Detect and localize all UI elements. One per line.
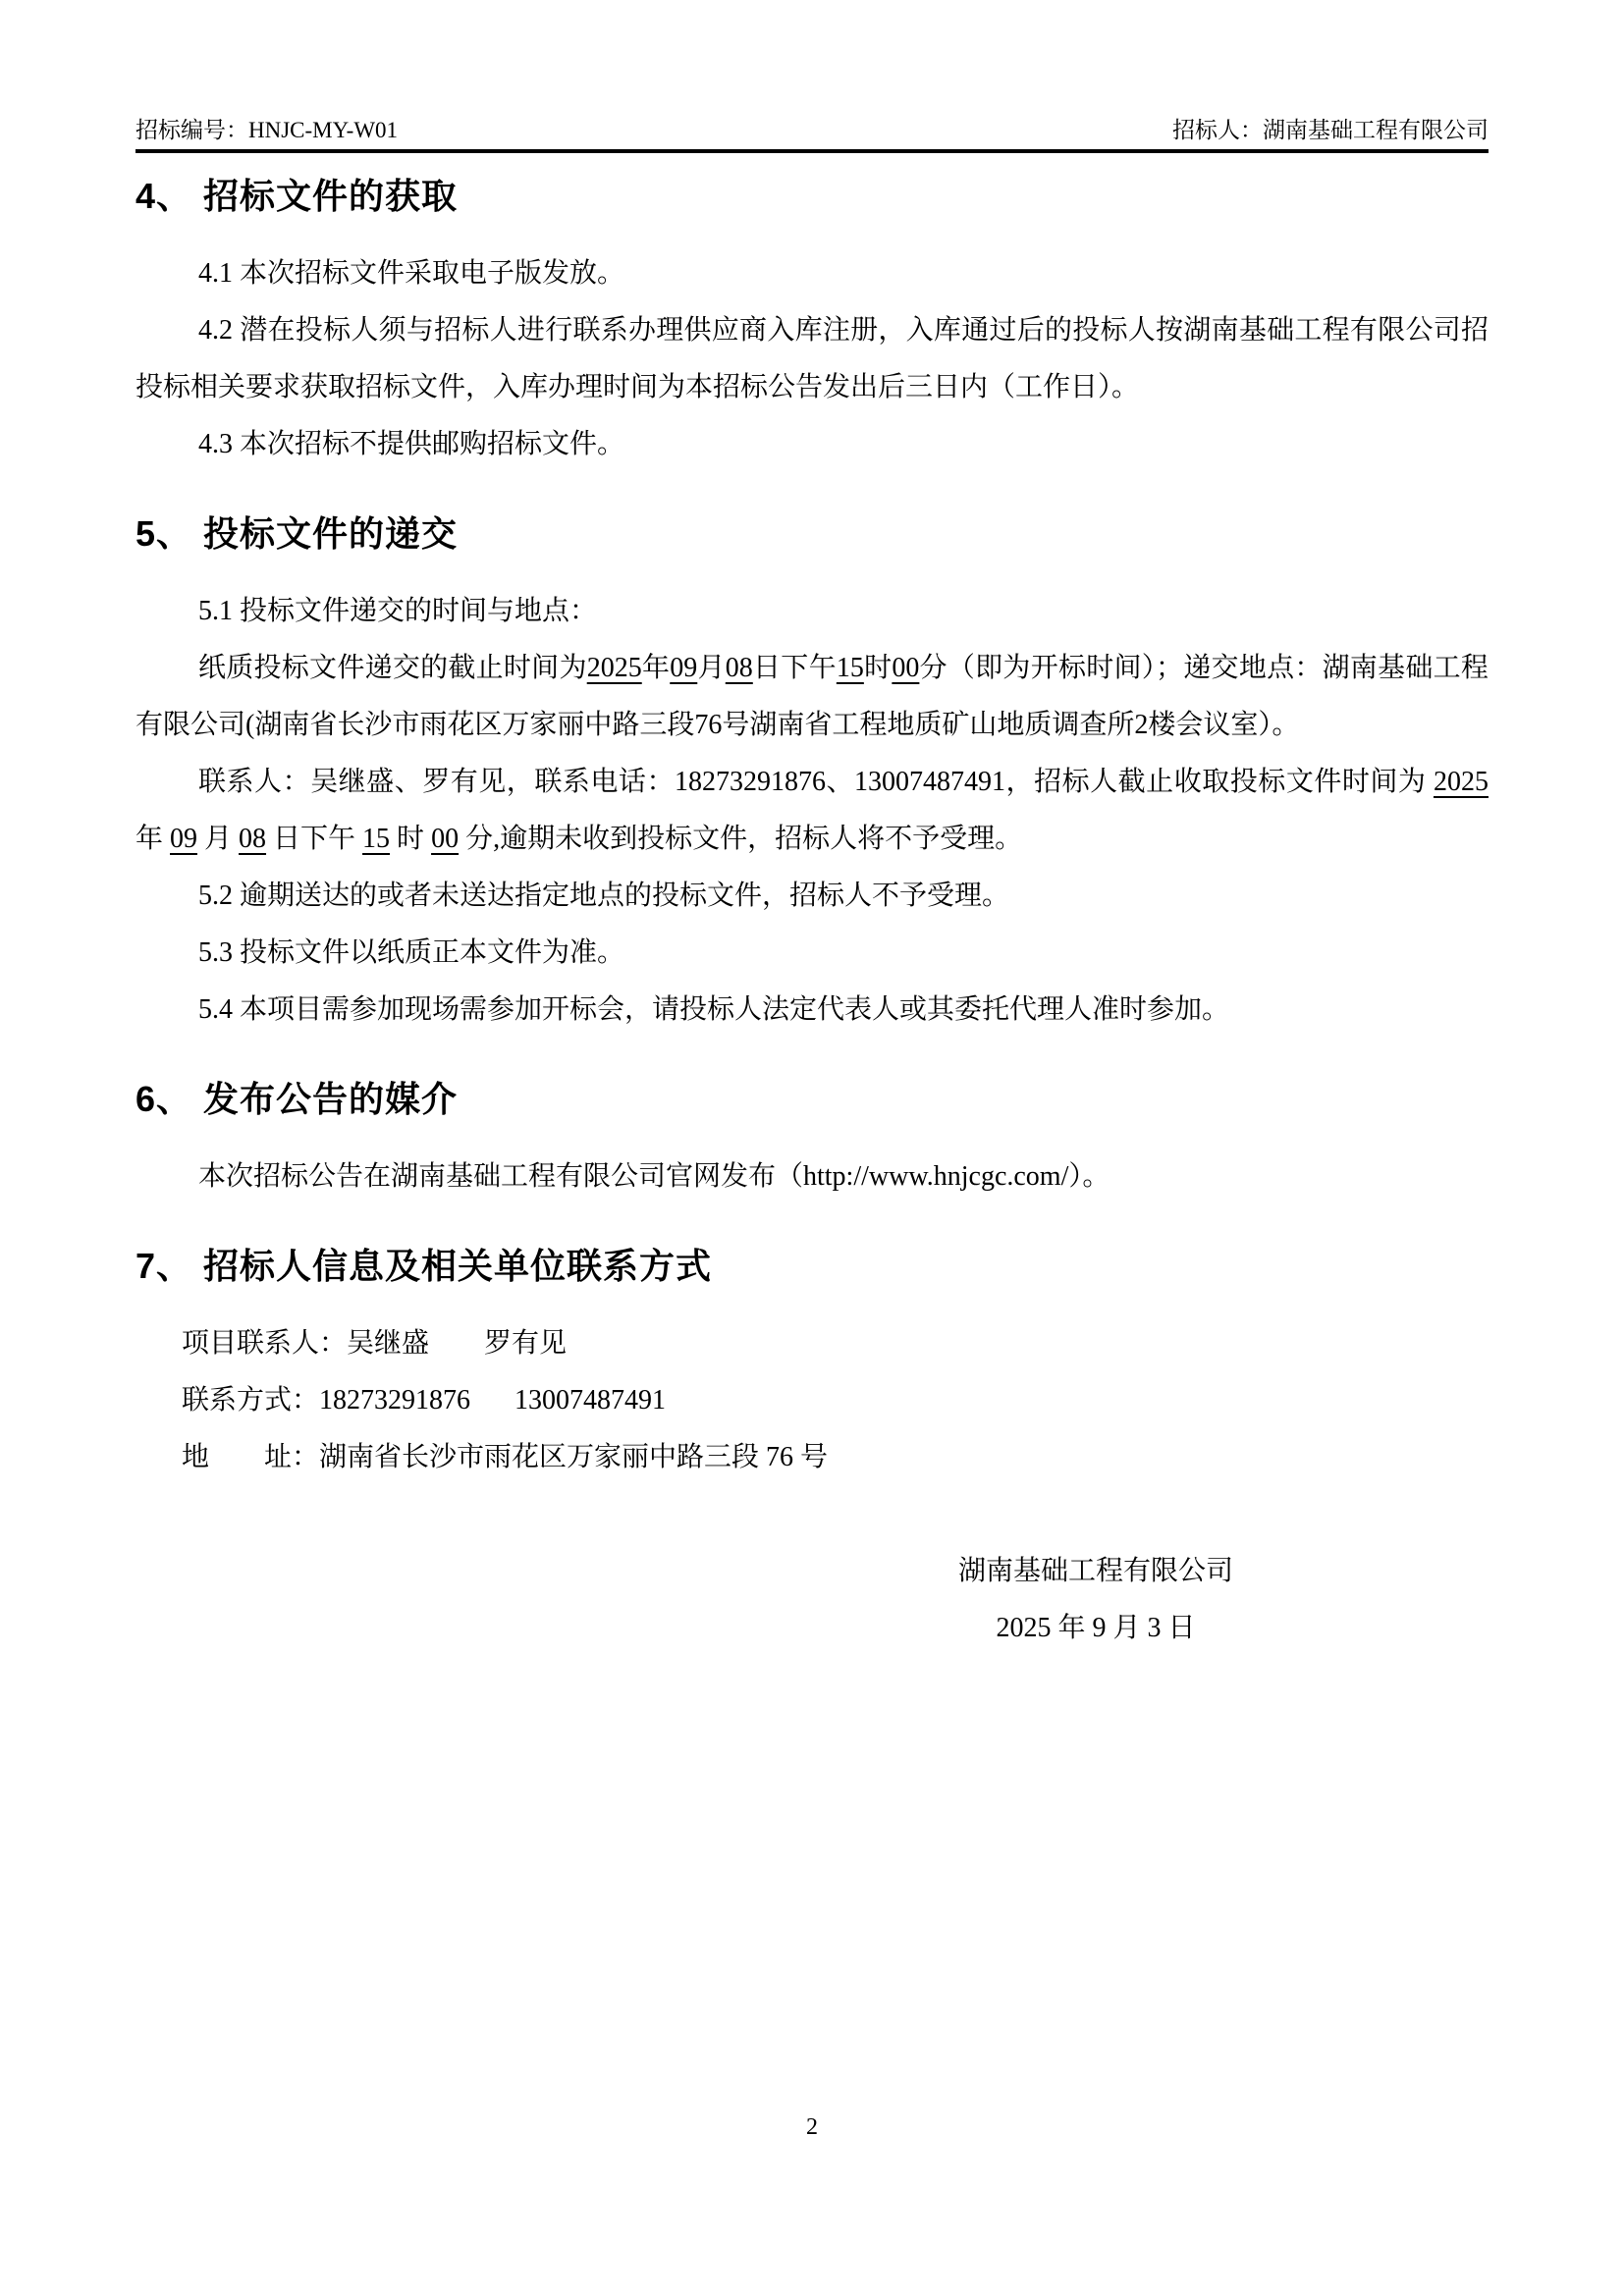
page-number: 2: [806, 2114, 818, 2140]
section-5-paragraph-1: 5.1 投标文件递交的时间与地点：: [198, 596, 598, 626]
address-label-part-2: 址：: [264, 1442, 320, 1472]
contact-text-prefix: 联系人：吴继盛、罗有见，联系电话：18273291876、13007487491，招标人截止收取投标文件时间为: [198, 767, 1434, 797]
section-6-heading: 6、 发布公告的媒介: [135, 1079, 459, 1119]
signature-company: 湖南基础工程有限公司: [957, 1556, 1233, 1586]
deadline-text-suffix: 分（即为开标时间）；递交地点：湖南基础工程有限公司(湖南省长沙市雨花区万家丽中路三段76号湖南省工程地质矿山地质调查所2楼会议室）。: [135, 653, 1489, 740]
phone-label: 联系方式：: [182, 1385, 320, 1415]
deadline-hour: 15: [836, 653, 864, 683]
section-6: [135, 1078, 1489, 1205]
deadline-month-unit: 月: [697, 653, 726, 683]
deadline-month: 09: [670, 653, 698, 683]
deadline-minute: 00: [892, 653, 920, 683]
section-5-paragraph-2: 5.2 逾期送达的或者未送达指定地点的投标文件，招标人不予受理。: [198, 881, 1010, 911]
signature-block: [939, 1543, 1253, 1657]
deadline-text-prefix: 纸质投标文件递交的截止时间为: [198, 653, 587, 683]
contact-hour-unit: 时: [390, 824, 432, 854]
phone-numbers-line: [135, 1372, 1489, 1429]
section-7: [135, 1245, 1489, 1486]
project-contact-1: 吴继盛: [347, 1328, 430, 1359]
contact-deadline-minute: 00: [431, 824, 460, 854]
deadline-hour-unit: 时: [863, 653, 893, 683]
tender-number: 招标编号：HNJC-MY-W01: [135, 118, 399, 142]
deadline-paragraph: [135, 640, 1489, 754]
section-6-paragraph-1: 本次招标公告在湖南基础工程有限公司官网发布（http://www.hnjcgc.com/）。: [198, 1161, 1110, 1192]
section-5-heading: 5、 投标文件的递交: [135, 513, 459, 554]
address-value: 湖南省长沙市雨花区万家丽中路三段 76 号: [319, 1442, 829, 1472]
deadline-year: 2025: [586, 653, 642, 683]
deadline-year-unit: 年: [641, 653, 671, 683]
contact-deadline-paragraph: [135, 754, 1489, 868]
phone-number-1: 18273291876: [319, 1385, 471, 1415]
page-header: [135, 0, 1489, 153]
address-label-part-1: 地: [182, 1442, 210, 1472]
section-4-paragraph-3: 4.3 本次招标不提供邮购招标文件。: [198, 429, 625, 459]
section-4-heading: 4、 招标文件的获取: [135, 176, 459, 216]
section-7-heading: 7、 招标人信息及相关单位联系方式: [135, 1246, 713, 1286]
contact-deadline-day: 08: [239, 824, 267, 854]
section-5-paragraph-3: 5.3 投标文件以纸质正本文件为准。: [198, 937, 625, 968]
section-4-paragraph-2: 4.2 潜在投标人须与招标人进行联系办理供应商入库注册，入库通过后的投标人按湖南基础工程有限公司招投标相关要求获取招标文件，入库办理时间为本招标公告发出后三日内（工作日）。: [135, 315, 1489, 402]
phone-number-2: 13007487491: [514, 1385, 667, 1415]
section-5-paragraph-4: 5.4 本项目需参加现场需参加开标会，请投标人法定代表人或其委托代理人准时参加。: [198, 994, 1230, 1025]
signature-date: 2025 年 9 月 3 日: [996, 1613, 1196, 1643]
address-line: [135, 1429, 1489, 1486]
project-contact-2: 罗有见: [484, 1328, 568, 1359]
contact-month-unit: 月: [197, 824, 240, 854]
tenderer-name: 招标人：湖南基础工程有限公司: [1172, 118, 1489, 142]
project-contacts-label: 项目联系人：: [182, 1328, 348, 1359]
contact-deadline-year: 2025: [1434, 767, 1489, 797]
contact-text-suffix: 分,逾期未收到投标文件，招标人将不予受理。: [459, 824, 1023, 854]
section-4-paragraph-1: 4.1 本次招标文件采取电子版发放。: [198, 258, 625, 289]
section-4: [135, 175, 1489, 473]
contact-day-unit: 日下午: [266, 824, 363, 854]
project-contacts-line: [135, 1315, 1489, 1372]
contact-year-unit: 年: [135, 824, 171, 854]
deadline-day: 08: [725, 653, 753, 683]
contact-deadline-hour: 15: [362, 824, 391, 854]
deadline-day-unit: 日下午: [752, 653, 837, 683]
section-5: [135, 512, 1489, 1039]
contact-deadline-month: 09: [170, 824, 198, 854]
